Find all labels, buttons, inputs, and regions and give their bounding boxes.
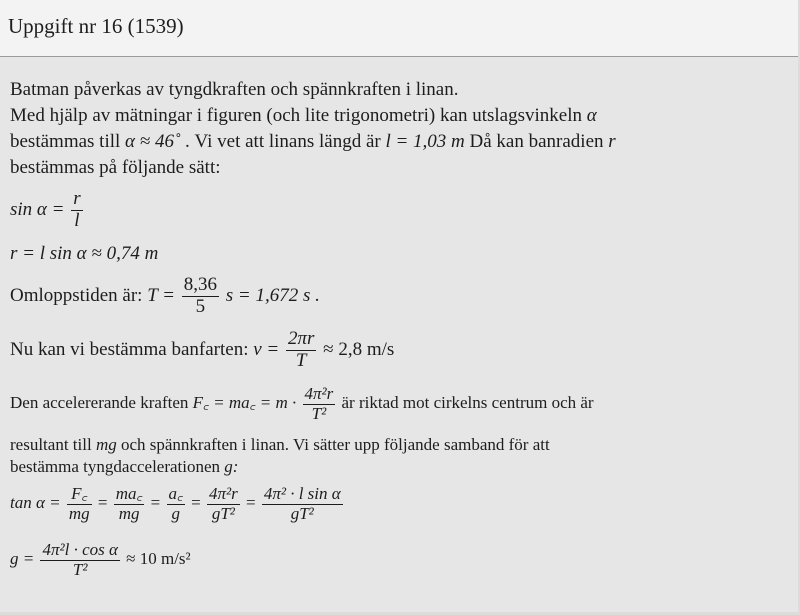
- paragraph-intro: Batman påverkas av tyngdkraften och spännkraften i linan.: [10, 79, 459, 100]
- fraction: $\frac{2\pi r}{T}$: [288, 328, 315, 371]
- paragraph-angle: Med hjälp av mätningar i figuren (och lite trigonometri) kan utslagsvinkeln α: [10, 105, 597, 126]
- fraction: $\frac{\text{4π²r}}{\text{T²}}$: [304, 384, 334, 423]
- fraction: $\frac{8,36}{5}$: [183, 274, 217, 317]
- fraction: $\frac{r}{l}$: [73, 188, 81, 231]
- page-title: Uppgift nr 16 (1539): [8, 14, 184, 38]
- fraction: $\frac{\text{4π²r}}{\text{gT²}}$: [209, 484, 238, 523]
- equation-tan: tan α = $\frac{F꜀}{mg}$ = $\frac{ma꜀}{mg}$ = $\frac{a꜀}{g}$ = $\frac{\text{4π²r}}{\text{gT²}}$ = $\frac{\text{4π² · l sin α}}{\text{gT²}}$: [10, 484, 341, 523]
- fraction: $\frac{\text{4π² · l sin α}}{\text{gT²}}$: [263, 484, 341, 523]
- equation-radius: r = l sin α ≈ 0,74 m: [10, 243, 159, 264]
- paragraph-length: bestämmas till α ≈ 46˚ . Vi vet att linans längd är l = 1,03 m Då kan banradien r: [10, 131, 616, 152]
- equation-velocity: Nu kan vi bestämma banfarten: v = $\frac{2\pi r}{T}$ ≈ 2,8 m/s: [10, 328, 395, 371]
- paragraph-gravity: bestämma tyngdaccelerationen g:: [10, 457, 239, 476]
- equation-centripetal-force: Den accelererande kraften F꜀ = ma꜀ = m · $\frac{\text{4π²r}}{\text{T²}}$ är riktad mot cirkelns centrum och är: [10, 384, 594, 423]
- fraction: $\frac{\text{4π²l · cos α}}{\text{T²}}$: [42, 540, 118, 579]
- fraction: $\frac{a꜀}{g}$: [168, 484, 183, 523]
- paragraph-resultant: resultant till mg och spännkraften i linan. Vi sätter upp följande samband för att: [10, 435, 550, 454]
- paragraph-method: bestämmas på följande sätt:: [10, 157, 221, 178]
- fraction: $\frac{ma꜀}{mg}$: [115, 484, 143, 523]
- fraction: $\frac{F꜀}{mg}$: [68, 484, 90, 523]
- title-bar: [0, 0, 798, 57]
- equation-period: Omloppstiden är: T = $\frac{8,36}{5}$ s = 1,672 s .: [10, 274, 320, 317]
- equation-sin: sin α = $\frac{r}{l}$: [10, 188, 81, 231]
- solution-text: [0, 57, 798, 612]
- equation-gravity: g = $\frac{\text{4π²l · cos α}}{\text{T²}}$ ≈ 10 m/s²: [10, 540, 191, 579]
